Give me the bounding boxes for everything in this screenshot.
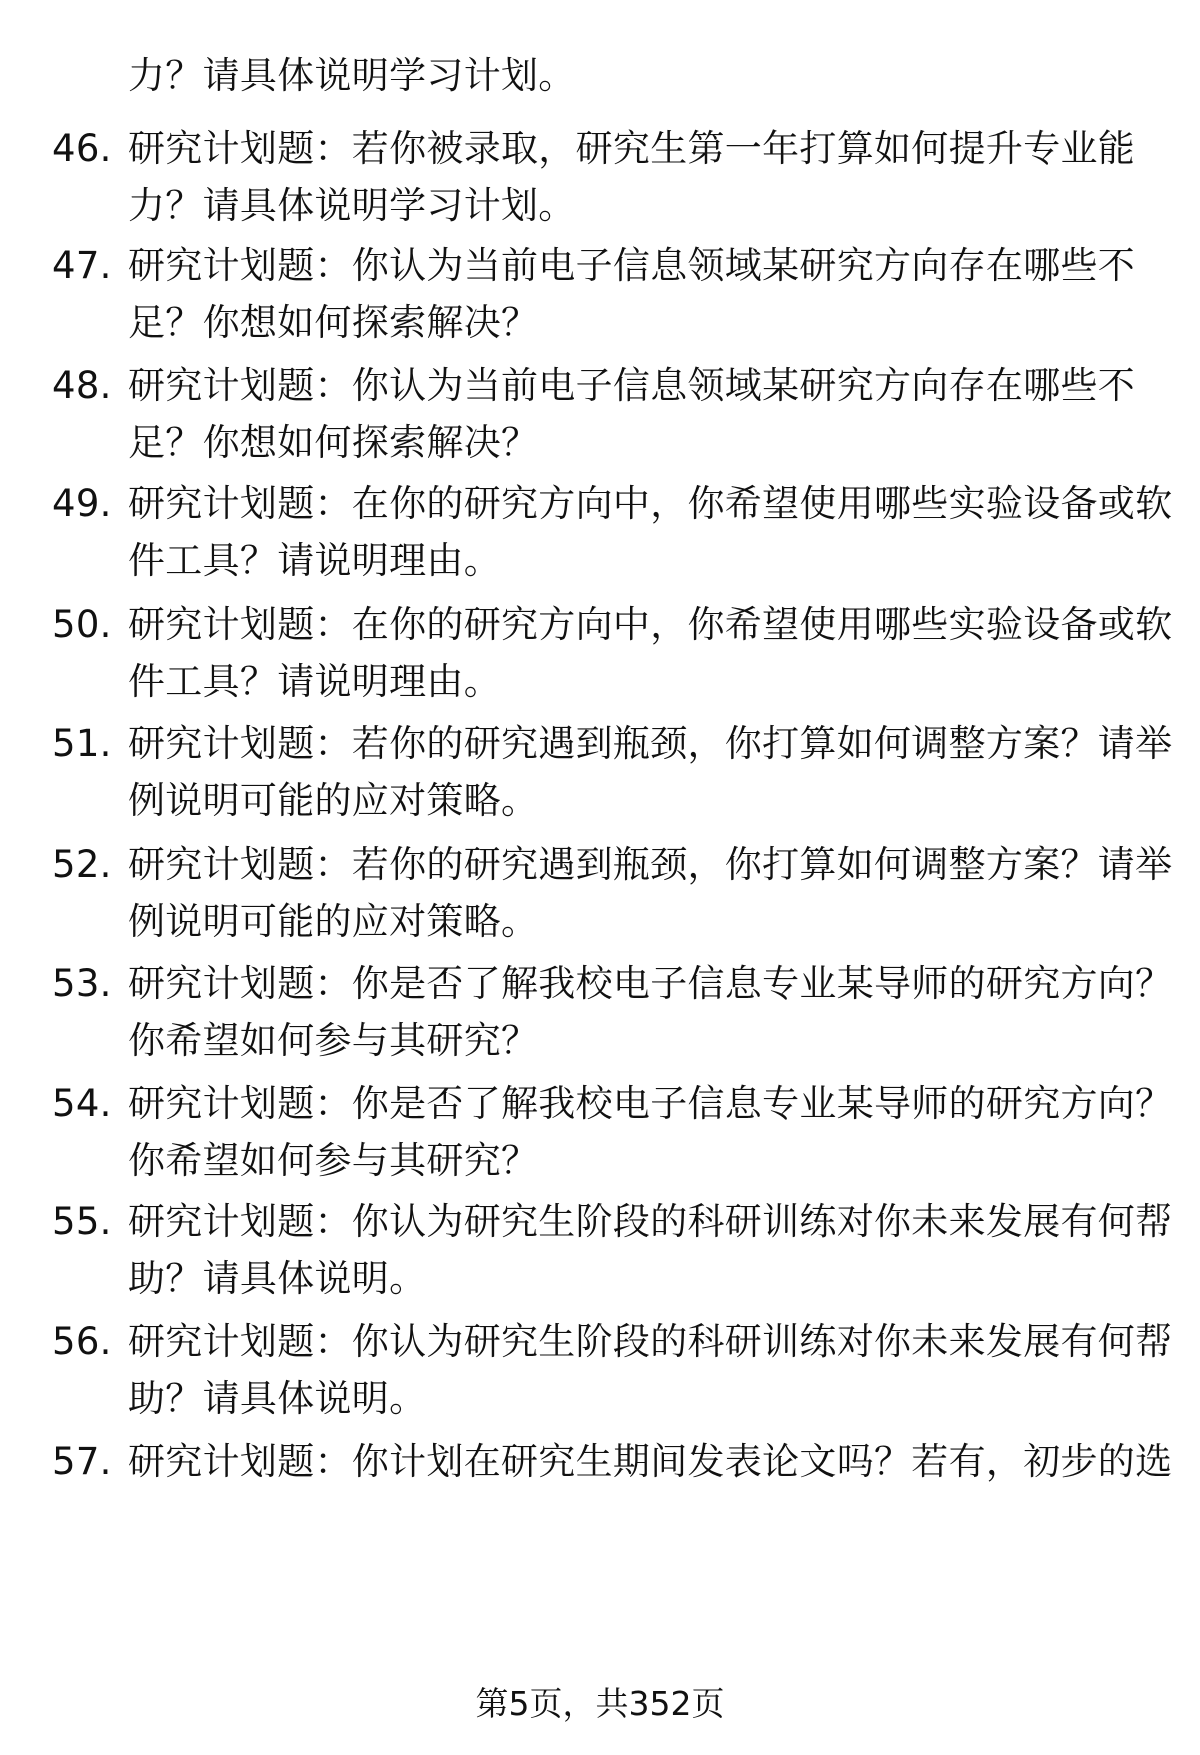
item-number: 55.: [52, 1200, 112, 1243]
item-text-line: 足？你想如何探索解决？: [128, 301, 539, 344]
item-text-line: 力？请具体说明学习计划。: [128, 54, 576, 97]
item-text-line: 研究计划题：你认为当前电子信息领域某研究方向存在哪些不: [128, 244, 1136, 287]
item-text-line: 你希望如何参与其研究？: [128, 1019, 539, 1062]
page-footer: 第5页，共352页: [475, 1684, 725, 1723]
item-text-line: 件工具？请说明理由。: [128, 539, 501, 582]
item-number: 57.: [52, 1440, 112, 1483]
item-text-line: 例说明可能的应对策略。: [128, 900, 539, 943]
item-number: 47.: [52, 244, 112, 287]
item-text-line: 研究计划题：你认为当前电子信息领域某研究方向存在哪些不: [128, 364, 1136, 407]
item-text-line: 研究计划题：在你的研究方向中，你希望使用哪些实验设备或软: [128, 603, 1173, 646]
item-text-line: 研究计划题：若你被录取，研究生第一年打算如何提升专业能: [128, 127, 1136, 170]
item-number: 56.: [52, 1320, 112, 1363]
item-number: 48.: [52, 364, 112, 407]
item-number: 54.: [52, 1082, 112, 1125]
item-text-line: 助？请具体说明。: [128, 1377, 427, 1420]
item-number: 53.: [52, 962, 112, 1005]
item-text-line: 研究计划题：你计划在研究生期间发表论文吗？若有，初步的选: [128, 1440, 1173, 1483]
item-number: 49.: [52, 482, 112, 525]
item-text-line: 力？请具体说明学习计划。: [128, 184, 576, 227]
item-text-line: 研究计划题：若你的研究遇到瓶颈，你打算如何调整方案？请举: [128, 722, 1173, 765]
item-text-line: 例说明可能的应对策略。: [128, 779, 539, 822]
item-text-line: 研究计划题：你认为研究生阶段的科研训练对你未来发展有何帮: [128, 1200, 1173, 1243]
item-text-line: 研究计划题：你是否了解我校电子信息专业某导师的研究方向？: [128, 962, 1173, 1005]
item-text-line: 研究计划题：你认为研究生阶段的科研训练对你未来发展有何帮: [128, 1320, 1173, 1363]
item-text-line: 助？请具体说明。: [128, 1257, 427, 1300]
item-text-line: 研究计划题：在你的研究方向中，你希望使用哪些实验设备或软: [128, 482, 1173, 525]
item-text-line: 件工具？请说明理由。: [128, 660, 501, 703]
item-number: 52.: [52, 843, 112, 886]
item-number: 51.: [52, 722, 112, 765]
item-number: 46.: [52, 127, 112, 170]
item-number: 50.: [52, 603, 112, 646]
item-text-line: 足？你想如何探索解决？: [128, 421, 539, 464]
item-text-line: 你希望如何参与其研究？: [128, 1139, 539, 1182]
item-text-line: 研究计划题：你是否了解我校电子信息专业某导师的研究方向？: [128, 1082, 1173, 1125]
item-text-line: 研究计划题：若你的研究遇到瓶颈，你打算如何调整方案？请举: [128, 843, 1173, 886]
